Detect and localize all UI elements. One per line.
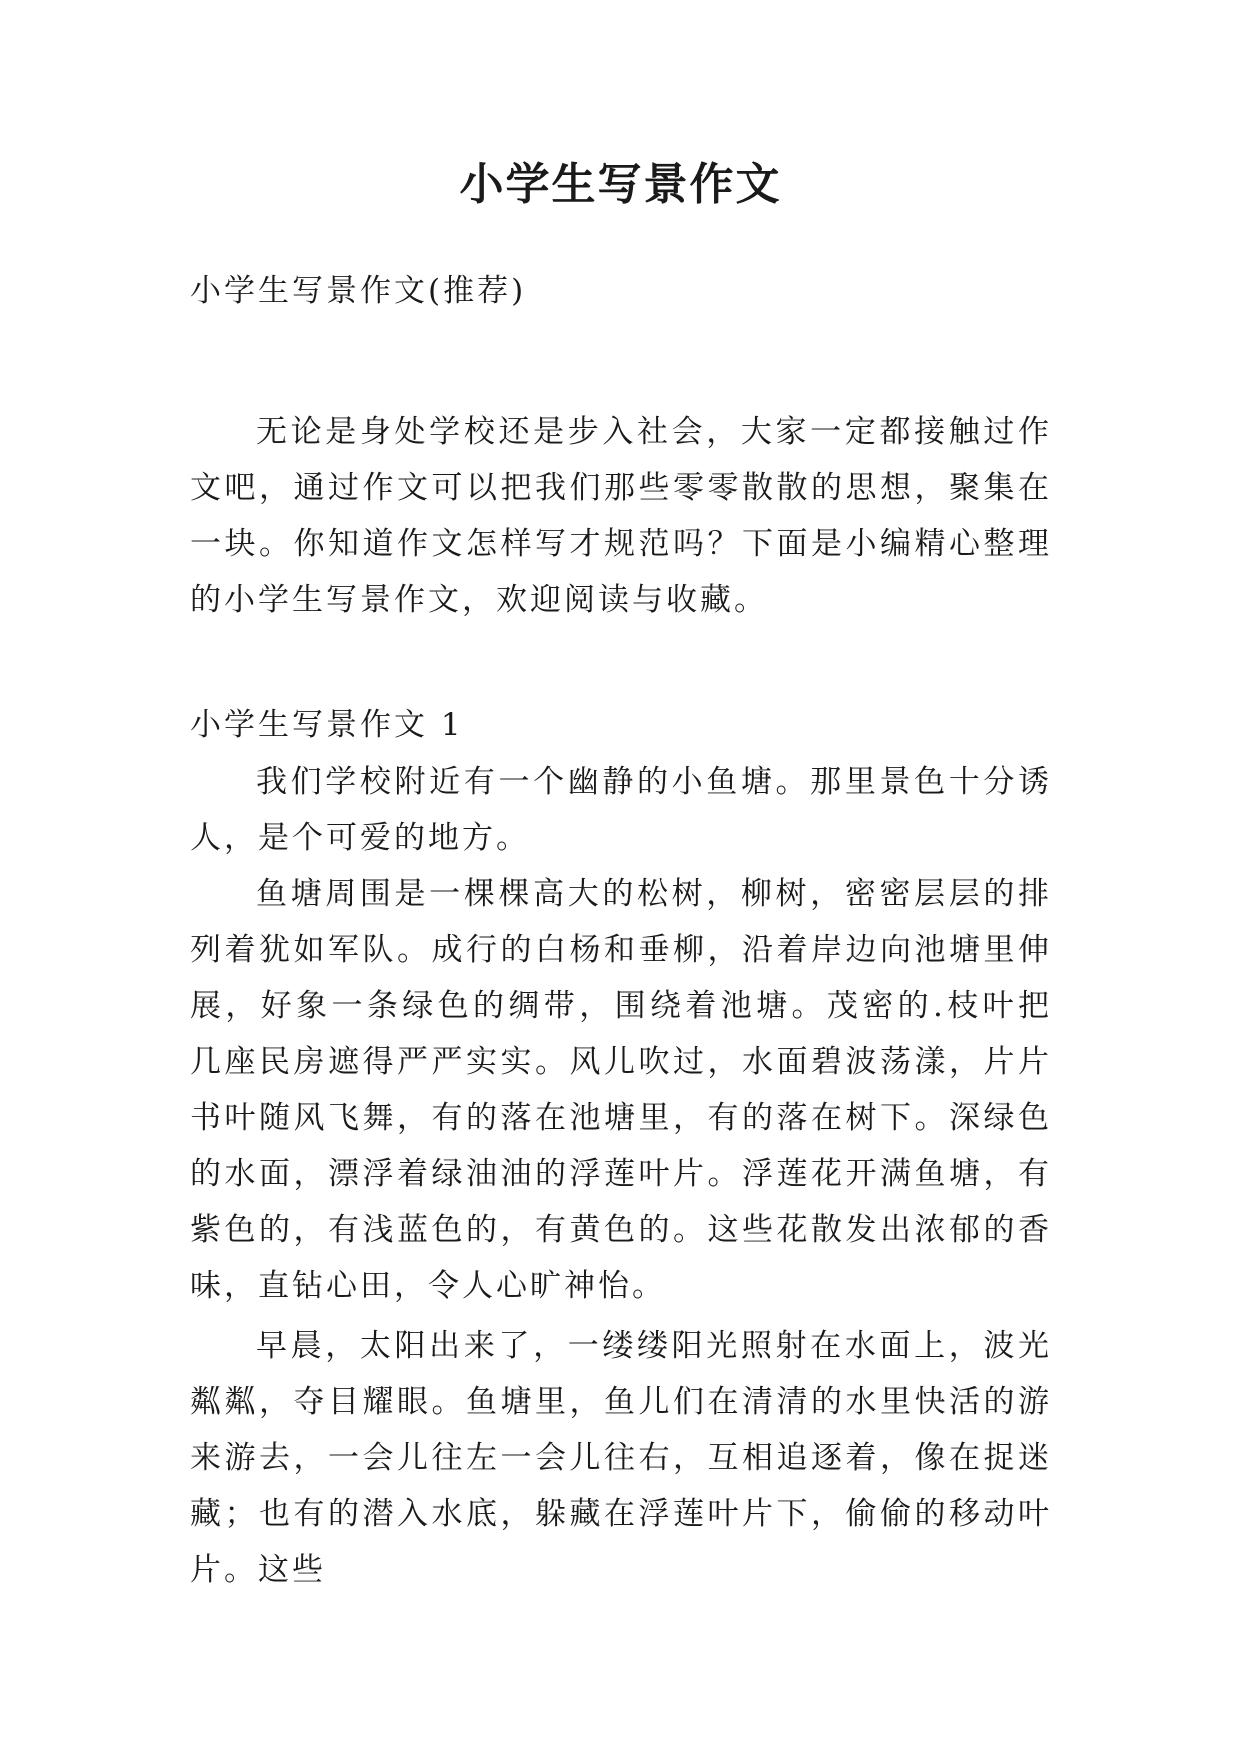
body-paragraph-3: 早晨，太阳出来了，一缕缕阳光照射在水面上，波光粼粼，夺目耀眼。鱼塘里，鱼儿们在清清的水里快活的游来游去，一会儿往左一会儿往右，互相追逐着，像在捉迷藏；也有的潜入水底，躲藏在浮莲叶片下，偷偷的移动叶片。这些	[190, 1328, 1052, 1588]
document-title: 小学生写景作文	[459, 159, 782, 210]
section-heading: 小学生写景作文 1	[190, 707, 464, 743]
document-subtitle: 小学生写景作文(推荐)	[190, 273, 527, 309]
body-paragraph-2: 鱼塘周围是一棵棵高大的松树，柳树，密密层层的排列着犹如军队。成行的白杨和垂柳，沿着岸边向池塘里伸展，好象一条绿色的绸带，围绕着池塘。茂密的.枝叶把几座民房遮得严严实实。风儿吹过，水面碧波荡漾，片片书叶随风飞舞，有的落在池塘里，有的落在树下。深绿色的水面，漂浮着绿油油的浮莲叶片。浮莲花开满鱼塘，有紫色的，有浅蓝色的，有黄色的。这些花散发出浓郁的香味，直钻心田，令人心旷神怡。	[190, 876, 1052, 1304]
body-paragraph-1: 我们学校附近有一个幽静的小鱼塘。那里景色十分诱人，是个可爱的地方。	[190, 764, 1052, 856]
intro-paragraph: 无论是身处学校还是步入社会，大家一定都接触过作文吧，通过作文可以把我们那些零零散散的思想，聚集在一块。你知道作文怎样写才规范吗？下面是小编精心整理的小学生写景作文，欢迎阅读与收藏。	[190, 414, 1052, 618]
